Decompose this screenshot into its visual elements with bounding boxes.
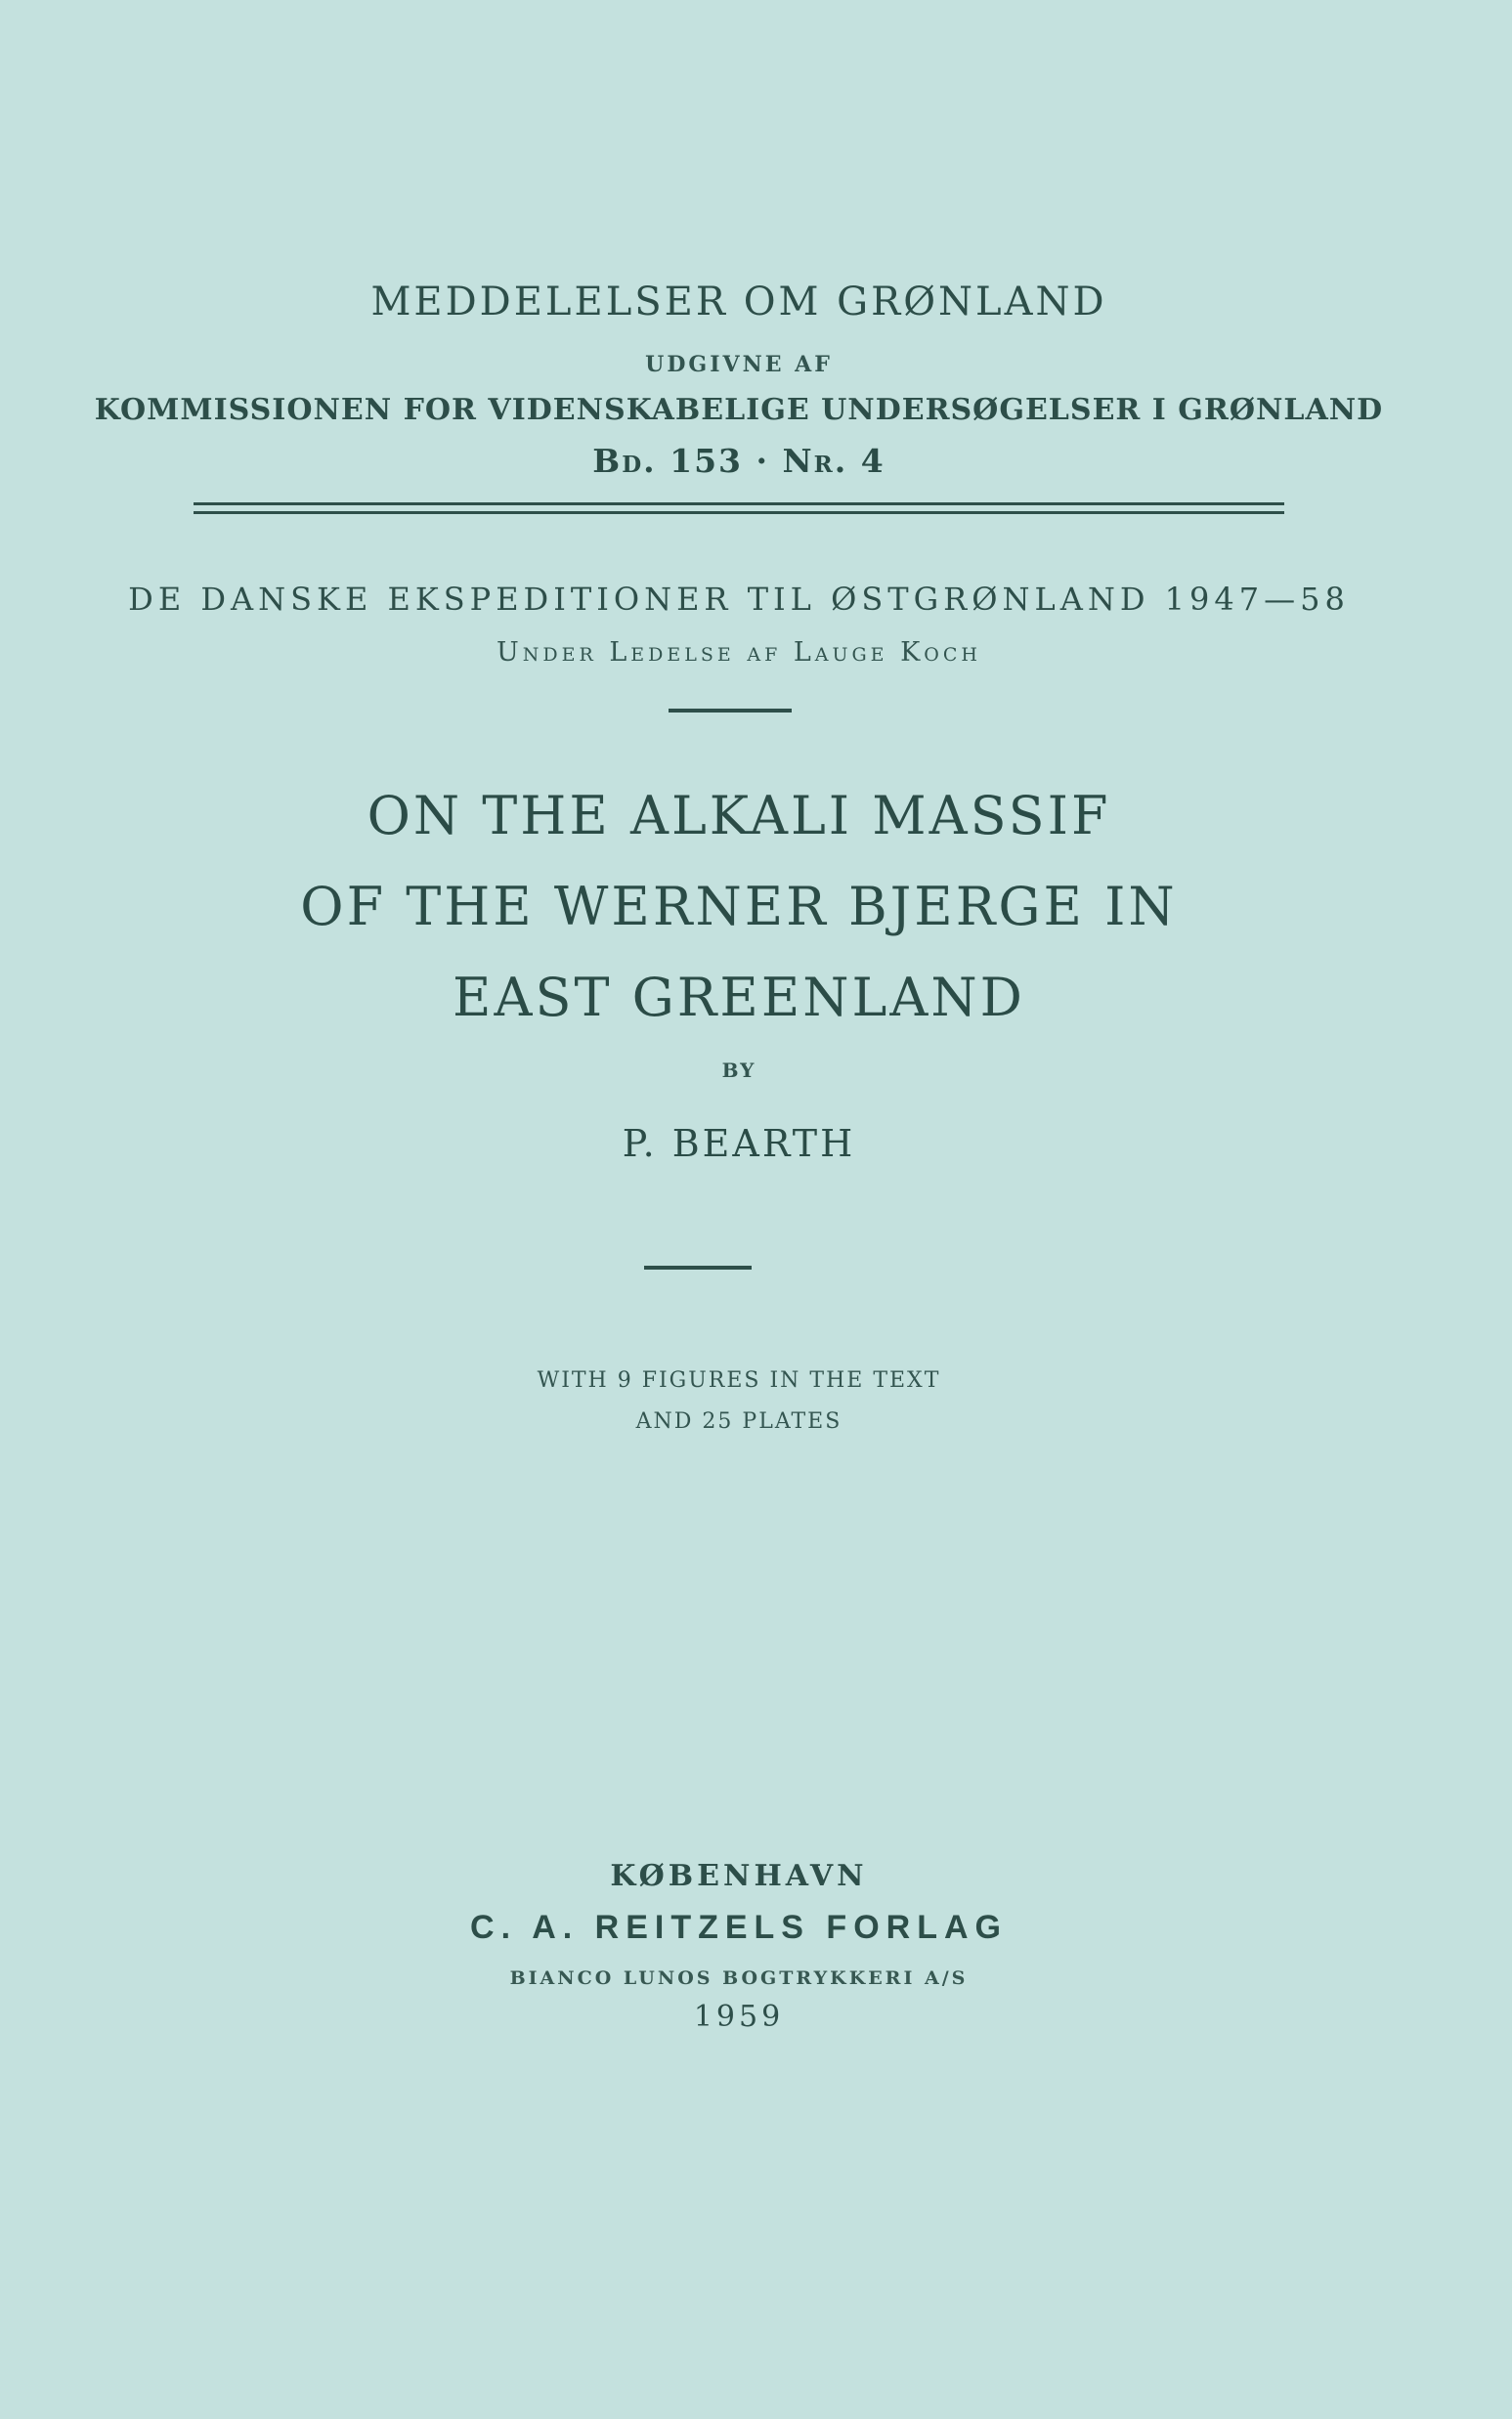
contents-note	[0, 1361, 1478, 1443]
imprint-publisher: C. A. REITZELS FORLAG	[470, 1909, 1008, 1946]
expedition-series-line: DE DANSKE EKSPEDITIONER TIL ØSTGRØNLAND 1947—58	[128, 581, 1350, 618]
commission-name: KOMMISSIONEN FOR VIDENSKABELIGE UNDERSØGELSER I GRØNLAND	[94, 393, 1384, 427]
short-rule-divider-top	[669, 709, 792, 713]
imprint-year: 1959	[693, 2000, 785, 2034]
contents-note-line-1: WITH 9 FIGURES IN THE TEXT	[537, 1368, 941, 1393]
main-title-line-3: EAST GREENLAND	[453, 967, 1025, 1028]
by-label: BY	[721, 1058, 756, 1082]
main-title-line-1: ON THE ALKALI MASSIF	[367, 785, 1111, 846]
imprint-printer: BIANCO LUNOS BOGTRYKKERI A/S	[509, 1967, 969, 1989]
double-rule-divider	[194, 502, 1284, 514]
main-title	[0, 770, 1478, 1043]
series-title: MEDDELELSER OM GRØNLAND	[370, 280, 1107, 324]
volume-issue-number: Bd. 153 · Nr. 4	[592, 442, 886, 480]
short-rule-divider-bottom	[644, 1266, 752, 1270]
main-title-line-2: OF THE WERNER BJERGE IN	[300, 876, 1178, 937]
contents-note-line-2: AND 25 PLATES	[635, 1409, 842, 1434]
published-by-label: UDGIVNE AF	[645, 352, 833, 377]
imprint-city: KØBENHAVN	[610, 1859, 868, 1893]
author-name: P. BEARTH	[622, 1122, 856, 1165]
expedition-leader-line: Under Ledelse af Lauge Koch	[497, 637, 981, 668]
